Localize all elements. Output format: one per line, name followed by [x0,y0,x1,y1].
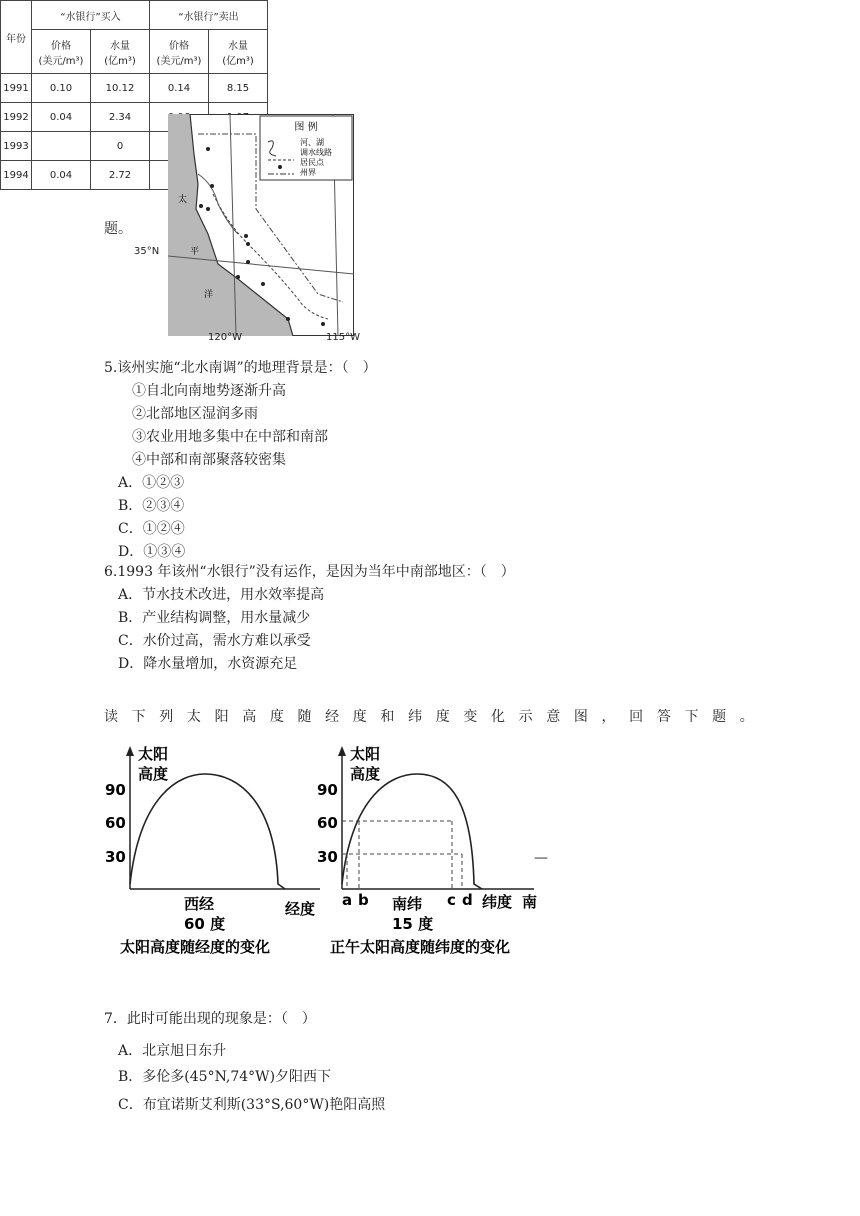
map-legend-title: 图 例 [294,122,318,133]
q7-stem: 7．此时可能出现的现象是：（ ） [104,1011,316,1027]
q6-option-b[interactable]: B．产业结构调整，用水量减少 [118,610,311,626]
xaxis-label: 纬度 [482,893,513,911]
q5-item: ①自北向南地势逐渐升高 [132,383,286,399]
table-header-year: 年份 [1,1,32,74]
xaxis-label: 经度 [285,900,316,918]
table-row: 1994 0.04 2.72 [1,161,268,190]
ytick: 60 [317,814,338,832]
chart-caption: 正午太阳高度随纬度的变化 [330,938,511,956]
lon-label-115: 115°W [326,332,360,343]
ocean-label: 洋 [204,290,214,300]
q6-option-a[interactable]: A．节水技术改进，用水效率提高 [118,587,325,603]
legend-item: 居民点 [300,158,324,167]
xaxis-end-label: 南 [522,893,538,911]
legend-item: 河、湖 [300,138,324,147]
chart-altitude-latitude [312,744,540,959]
q5-option-a[interactable]: A．①②③ [118,475,185,491]
ylabel: 太阳 [350,745,381,763]
q5-option-d[interactable]: D．①③④ [118,544,186,560]
point-mark: a [342,891,353,909]
q7-option-a[interactable]: A．北京旭日东升 [118,1043,227,1059]
ylabel: 太阳 [138,745,169,763]
table-header-price: 价格 (美元/m³) [150,30,209,74]
table-header-volume: 水量 (亿m³) [91,30,150,74]
lon-label-120: 120°W [208,332,242,343]
ocean-label: 太 [178,195,188,205]
point-mark: d [462,891,473,909]
ylabel: 高度 [138,765,169,783]
q5-item: ②北部地区湿润多雨 [132,406,258,422]
dash-mark: — [534,850,548,866]
table-row: 1993 0 [1,132,268,161]
intro-suffix: 题。 [104,221,132,237]
altitude-curve [342,774,482,889]
legend-item: 调水线路 [300,148,332,157]
q6-option-d[interactable]: D．降水量增加，水资源充足 [118,656,298,672]
california-map [168,114,354,336]
table-header-buy: “水银行”买入 [32,1,150,30]
table-header-volume: 水量 (亿m³) [209,30,268,74]
q5-item: ③农业用地多集中在中部和南部 [132,429,328,445]
point-mark: b [358,891,369,909]
ylabel: 高度 [350,765,381,783]
altitude-curve [130,774,285,889]
ytick: 60 [105,814,126,832]
xlabel: 西经 [184,895,215,913]
table-header-sell: “水银行”卖出 [150,1,268,30]
xlabel: 15 度 [392,915,434,933]
ytick: 90 [105,781,126,799]
ytick: 30 [105,848,126,866]
q5-option-c[interactable]: C．①②④ [118,521,185,537]
q7-option-b[interactable]: B．多伦多(45°N,74°W)夕阳西下 [118,1069,332,1085]
q5-stem: 5.该州实施“北水南调”的地理背景是：（ ） [104,360,377,376]
ytick: 90 [317,781,338,799]
ocean-label: 平 [190,247,200,257]
chart-altitude-longitude [100,744,325,959]
q6-option-c[interactable]: C．水价过高，需水方难以承受 [118,633,311,649]
chart-caption: 太阳高度随经度的变化 [120,938,271,956]
lat-label: 35°N [134,246,160,257]
ytick: 30 [317,848,338,866]
xlabel: 60 度 [184,915,226,933]
q7-option-c[interactable]: C．布宜诺斯艾利斯(33°S,60°W)艳阳高照 [118,1097,386,1113]
point-mark: c [447,891,456,909]
xlabel: 南纬 [392,895,423,913]
table-row: 1992 0.04 2.34 [1,103,268,132]
reading-instruction: 读 下 列 太 阳 高 度 随 经 度 和 纬 度 变 化 示 意 图 ， 回 答 下 题 。 [104,709,754,725]
q5-item: ④中部和南部聚落较密集 [132,452,286,468]
table-row: 1991 0.10 10.12 0.14 8.15 [1,74,268,103]
table-header-price: 价格 (美元/m³) [32,30,91,74]
q6-stem: 6.1993 年该州“水银行”没有运作，是因为当年中南部地区：（ ） [104,564,515,580]
legend-item: 州界 [300,168,316,177]
q5-option-b[interactable]: B．②③④ [118,498,185,514]
